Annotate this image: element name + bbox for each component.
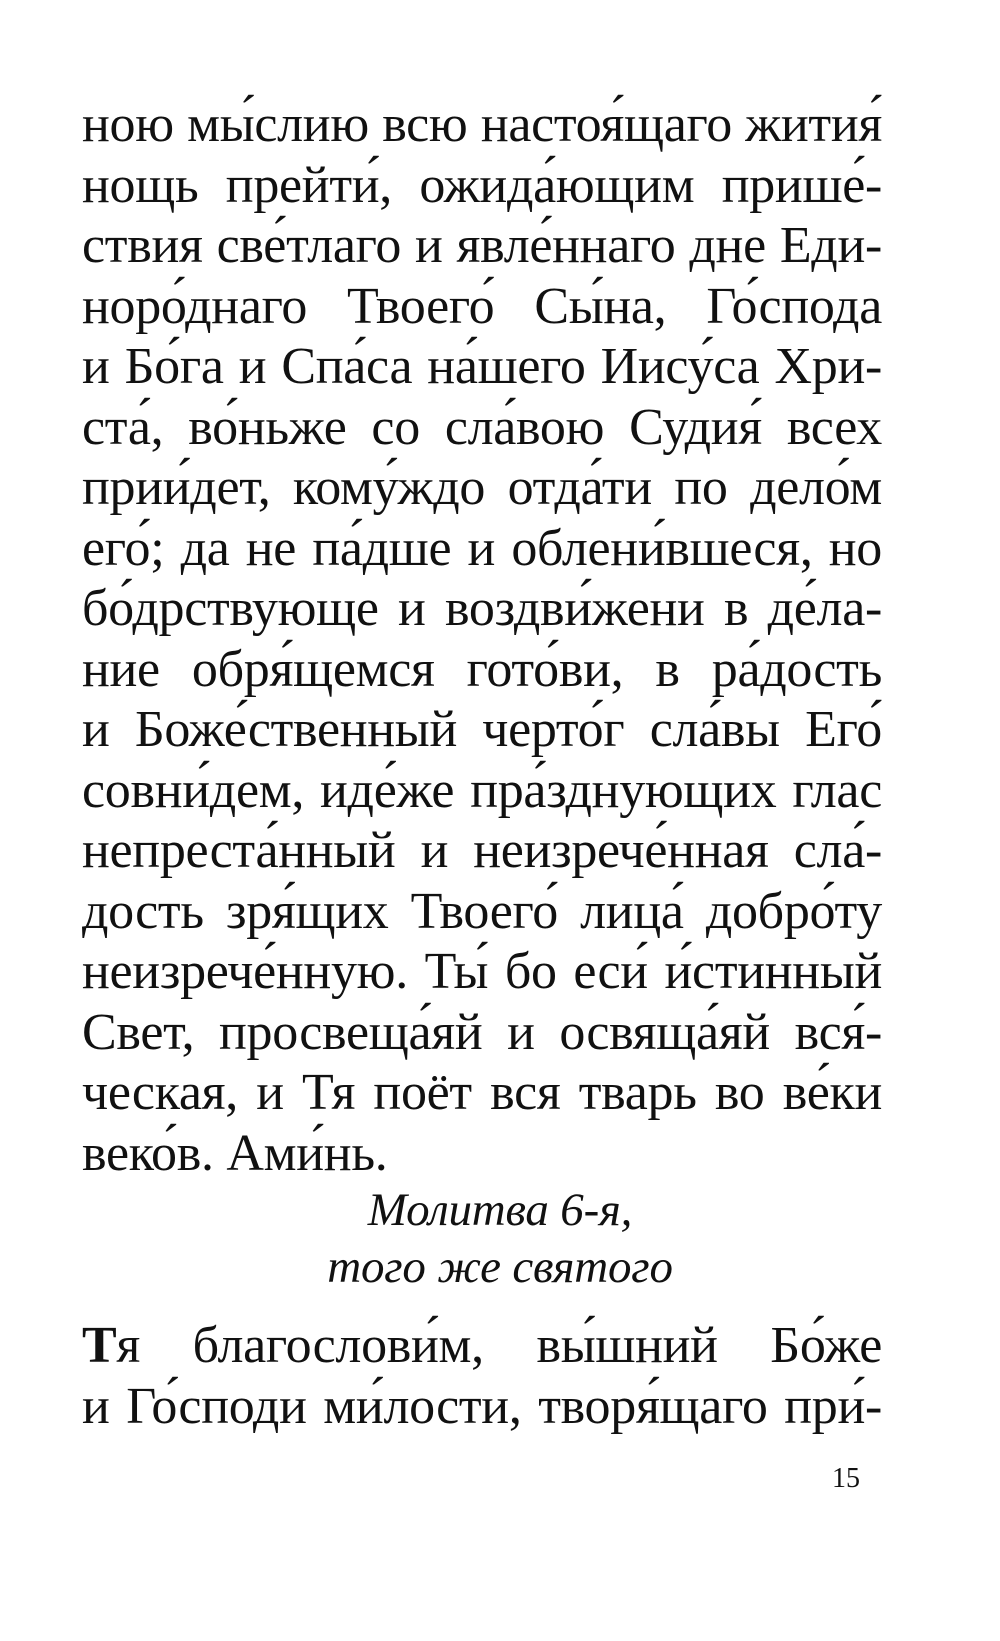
text-line: его́; да не па́дше и облени́вшеся, но bbox=[82, 519, 882, 577]
text-line: бо́дрствующе и воздви́жени в де́ла- bbox=[82, 580, 882, 637]
page-number: 15 bbox=[832, 1463, 860, 1494]
initial-letter: Т bbox=[82, 1317, 117, 1374]
text-line: ческая, и Тя поёт вся тварь во ве́ки bbox=[82, 1064, 882, 1121]
text-line: дость зря́щих Твоего́ лица́ добро́ту bbox=[82, 882, 882, 940]
text-line: Свет, просвеща́яй и освяща́яй вся́- bbox=[82, 1003, 882, 1061]
prayer-heading-title: Молитва 6-я, bbox=[367, 1184, 633, 1236]
text-line: веко́в. Ами́нь. bbox=[82, 1124, 388, 1182]
text-line: нощь прейти́, ожида́ющим прише́- bbox=[82, 156, 882, 214]
text-line: совни́дем, иде́же пра́зднующих глас bbox=[82, 761, 882, 819]
text-line-rest: я благослови́м, вы́шний Бо́же bbox=[116, 1317, 882, 1374]
text-line: норо́днаго Твоего́ Сы́на, Го́спода bbox=[82, 277, 882, 335]
text-line: непреста́нный и неизрече́нная сла́- bbox=[82, 822, 882, 879]
prayer-paragraph-start bbox=[82, 1316, 882, 1437]
prayer-paragraph bbox=[82, 95, 882, 1184]
text-line: и Го́споди ми́лости, творя́щаго при́- bbox=[82, 1377, 882, 1435]
text-line: неизрече́нную. Ты́ бо еси́ и́стинный bbox=[82, 943, 882, 1000]
text-line: и Бо́га и Спа́са на́шего Иису́са Хри- bbox=[82, 338, 882, 395]
text-line: ною мы́слию всю настоя́щаго жития́ bbox=[82, 96, 882, 153]
text-line: прии́дет, кому́ждо отда́ти по дело́м bbox=[82, 459, 882, 516]
text-line: ста́, во́ньже со сла́вою Судия́ всех bbox=[82, 398, 882, 456]
text-line: ствия све́тлаго и явле́ннаго дне Еди- bbox=[82, 217, 882, 274]
text-line: и Боже́ственный черто́г сла́вы Его́ bbox=[82, 701, 882, 758]
prayer-heading-subtitle: того же святого bbox=[327, 1241, 673, 1293]
text-line bbox=[82, 1316, 882, 1377]
text-line: ние обря́щемся гото́ви, в ра́дость bbox=[82, 640, 882, 698]
